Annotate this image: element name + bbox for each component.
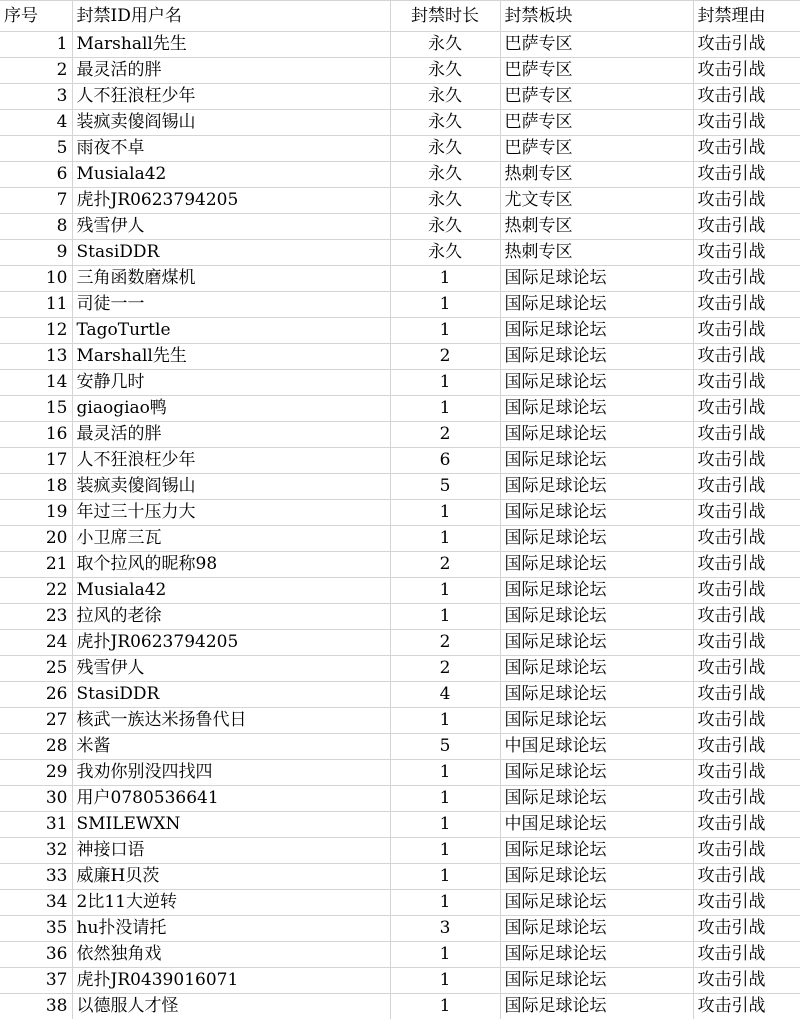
- column-header-board[interactable]: 封禁板块: [500, 1, 693, 32]
- cell-duration[interactable]: 2: [390, 344, 500, 370]
- table-row: [0, 396, 800, 422]
- cell-duration[interactable]: 永久: [390, 110, 500, 136]
- cell-board[interactable]: 国际足球论坛: [500, 344, 693, 370]
- cell-board[interactable]: 国际足球论坛: [500, 396, 693, 422]
- cell-user[interactable]: StasiDDR: [72, 682, 390, 708]
- cell-reason[interactable]: 攻击引战: [693, 32, 800, 58]
- cell-board[interactable]: 国际足球论坛: [500, 630, 693, 656]
- table-row: [0, 838, 800, 864]
- cell-duration[interactable]: 2: [390, 552, 500, 578]
- cell-duration[interactable]: 1: [390, 292, 500, 318]
- table-row: [0, 682, 800, 708]
- cell-user[interactable]: 雨夜不卓: [72, 136, 390, 162]
- cell-duration[interactable]: 1: [390, 890, 500, 916]
- cell-user[interactable]: 安静几时: [72, 370, 390, 396]
- cell-no[interactable]: 36: [0, 942, 72, 968]
- cell-duration[interactable]: 1: [390, 266, 500, 292]
- cell-duration[interactable]: 永久: [390, 136, 500, 162]
- cell-no[interactable]: 25: [0, 656, 72, 682]
- cell-reason[interactable]: 攻击引战: [693, 500, 800, 526]
- cell-user[interactable]: Musiala42: [72, 162, 390, 188]
- cell-user[interactable]: Marshall先生: [72, 344, 390, 370]
- cell-user[interactable]: 虎扑JR0623794205: [72, 188, 390, 214]
- cell-board[interactable]: 国际足球论坛: [500, 760, 693, 786]
- cell-duration[interactable]: 永久: [390, 32, 500, 58]
- cell-reason[interactable]: 攻击引战: [693, 656, 800, 682]
- cell-board[interactable]: 国际足球论坛: [500, 552, 693, 578]
- cell-board[interactable]: 巴萨专区: [500, 136, 693, 162]
- cell-board[interactable]: 热刺专区: [500, 162, 693, 188]
- cell-board[interactable]: 巴萨专区: [500, 32, 693, 58]
- cell-no[interactable]: 6: [0, 162, 72, 188]
- table-row: [0, 786, 800, 812]
- cell-user[interactable]: 残雪伊人: [72, 656, 390, 682]
- cell-reason[interactable]: 攻击引战: [693, 396, 800, 422]
- cell-reason[interactable]: 攻击引战: [693, 812, 800, 838]
- table-row: [0, 734, 800, 760]
- cell-board[interactable]: 国际足球论坛: [500, 786, 693, 812]
- table-row: [0, 526, 800, 552]
- table-row: [0, 84, 800, 110]
- cell-duration[interactable]: 1: [390, 942, 500, 968]
- cell-no[interactable]: 32: [0, 838, 72, 864]
- cell-reason[interactable]: 攻击引战: [693, 630, 800, 656]
- cell-reason[interactable]: 攻击引战: [693, 682, 800, 708]
- cell-reason[interactable]: 攻击引战: [693, 292, 800, 318]
- column-header-reason[interactable]: 封禁理由: [693, 1, 800, 32]
- cell-board[interactable]: 尤文专区: [500, 188, 693, 214]
- cell-duration[interactable]: 1: [390, 708, 500, 734]
- cell-duration[interactable]: 1: [390, 786, 500, 812]
- table-row: [0, 578, 800, 604]
- cell-reason[interactable]: 攻击引战: [693, 838, 800, 864]
- cell-reason[interactable]: 攻击引战: [693, 422, 800, 448]
- cell-duration[interactable]: 1: [390, 396, 500, 422]
- cell-board[interactable]: 国际足球论坛: [500, 474, 693, 500]
- cell-reason[interactable]: 攻击引战: [693, 188, 800, 214]
- cell-reason[interactable]: 攻击引战: [693, 708, 800, 734]
- table-row: [0, 110, 800, 136]
- cell-no[interactable]: 23: [0, 604, 72, 630]
- cell-reason[interactable]: 攻击引战: [693, 864, 800, 890]
- table-row: [0, 214, 800, 240]
- cell-duration[interactable]: 6: [390, 448, 500, 474]
- cell-no[interactable]: 1: [0, 32, 72, 58]
- cell-user[interactable]: 虎扑JR0439016071: [72, 968, 390, 994]
- cell-duration[interactable]: 2: [390, 656, 500, 682]
- table-body: [0, 32, 800, 1020]
- table-row: [0, 916, 800, 942]
- cell-no[interactable]: 7: [0, 188, 72, 214]
- header-row: [0, 1, 800, 32]
- cell-board[interactable]: 国际足球论坛: [500, 890, 693, 916]
- cell-board[interactable]: 国际足球论坛: [500, 526, 693, 552]
- cell-duration[interactable]: 1: [390, 578, 500, 604]
- cell-duration[interactable]: 1: [390, 838, 500, 864]
- cell-board[interactable]: 中国足球论坛: [500, 734, 693, 760]
- cell-no[interactable]: 15: [0, 396, 72, 422]
- table-row: [0, 370, 800, 396]
- cell-user[interactable]: TagoTurtle: [72, 318, 390, 344]
- cell-board[interactable]: 国际足球论坛: [500, 916, 693, 942]
- cell-duration[interactable]: 5: [390, 734, 500, 760]
- cell-reason[interactable]: 攻击引战: [693, 266, 800, 292]
- column-header-duration[interactable]: 封禁时长: [390, 1, 500, 32]
- cell-no[interactable]: 13: [0, 344, 72, 370]
- cell-user[interactable]: 司徒一一: [72, 292, 390, 318]
- cell-duration[interactable]: 永久: [390, 214, 500, 240]
- cell-duration[interactable]: 永久: [390, 162, 500, 188]
- cell-user[interactable]: 人不狂浪枉少年: [72, 448, 390, 474]
- cell-no[interactable]: 31: [0, 812, 72, 838]
- cell-reason[interactable]: 攻击引战: [693, 968, 800, 994]
- cell-no[interactable]: 16: [0, 422, 72, 448]
- cell-reason[interactable]: 攻击引战: [693, 552, 800, 578]
- cell-no[interactable]: 8: [0, 214, 72, 240]
- cell-reason[interactable]: 攻击引战: [693, 84, 800, 110]
- table-row: [0, 422, 800, 448]
- table-row: [0, 240, 800, 266]
- column-header-user[interactable]: 封禁ID用户名: [72, 1, 390, 32]
- cell-duration[interactable]: 1: [390, 318, 500, 344]
- cell-board[interactable]: 巴萨专区: [500, 110, 693, 136]
- cell-reason[interactable]: 攻击引战: [693, 474, 800, 500]
- cell-board[interactable]: 国际足球论坛: [500, 682, 693, 708]
- cell-reason[interactable]: 攻击引战: [693, 162, 800, 188]
- table-row: [0, 968, 800, 994]
- cell-board[interactable]: 国际足球论坛: [500, 292, 693, 318]
- cell-user[interactable]: 虎扑JR0623794205: [72, 630, 390, 656]
- cell-user[interactable]: 米酱: [72, 734, 390, 760]
- cell-duration[interactable]: 1: [390, 370, 500, 396]
- cell-reason[interactable]: 攻击引战: [693, 890, 800, 916]
- cell-no[interactable]: 34: [0, 890, 72, 916]
- cell-reason[interactable]: 攻击引战: [693, 994, 800, 1020]
- cell-no[interactable]: 38: [0, 994, 72, 1020]
- table-row: [0, 136, 800, 162]
- cell-user[interactable]: 装疯卖傻阎锡山: [72, 110, 390, 136]
- cell-reason[interactable]: 攻击引战: [693, 578, 800, 604]
- cell-no[interactable]: 12: [0, 318, 72, 344]
- cell-user[interactable]: 人不狂浪枉少年: [72, 84, 390, 110]
- column-header-no[interactable]: 序号: [0, 1, 72, 32]
- cell-board[interactable]: 巴萨专区: [500, 58, 693, 84]
- cell-reason[interactable]: 攻击引战: [693, 214, 800, 240]
- cell-no[interactable]: 3: [0, 84, 72, 110]
- table-row: [0, 318, 800, 344]
- cell-reason[interactable]: 攻击引战: [693, 344, 800, 370]
- cell-duration[interactable]: 永久: [390, 84, 500, 110]
- cell-user[interactable]: 神接口语: [72, 838, 390, 864]
- cell-no[interactable]: 29: [0, 760, 72, 786]
- cell-duration[interactable]: 3: [390, 916, 500, 942]
- cell-no[interactable]: 20: [0, 526, 72, 552]
- cell-user[interactable]: Musiala42: [72, 578, 390, 604]
- cell-user[interactable]: SMILEWXN: [72, 812, 390, 838]
- cell-no[interactable]: 14: [0, 370, 72, 396]
- table-row: [0, 188, 800, 214]
- cell-duration[interactable]: 永久: [390, 188, 500, 214]
- cell-board[interactable]: 国际足球论坛: [500, 370, 693, 396]
- cell-duration[interactable]: 1: [390, 526, 500, 552]
- cell-no[interactable]: 28: [0, 734, 72, 760]
- table-row: [0, 266, 800, 292]
- cell-no[interactable]: 26: [0, 682, 72, 708]
- cell-duration[interactable]: 1: [390, 864, 500, 890]
- cell-no[interactable]: 22: [0, 578, 72, 604]
- cell-board[interactable]: 国际足球论坛: [500, 604, 693, 630]
- table-row: [0, 604, 800, 630]
- cell-reason[interactable]: 攻击引战: [693, 916, 800, 942]
- cell-board[interactable]: 国际足球论坛: [500, 318, 693, 344]
- cell-no[interactable]: 11: [0, 292, 72, 318]
- table-row: [0, 58, 800, 84]
- cell-board[interactable]: 国际足球论坛: [500, 942, 693, 968]
- cell-board[interactable]: 热刺专区: [500, 214, 693, 240]
- cell-duration[interactable]: 5: [390, 474, 500, 500]
- cell-user[interactable]: Marshall先生: [72, 32, 390, 58]
- cell-no[interactable]: 21: [0, 552, 72, 578]
- cell-no[interactable]: 10: [0, 266, 72, 292]
- cell-user[interactable]: 最灵活的胖: [72, 422, 390, 448]
- cell-user[interactable]: 我劝你别没四找四: [72, 760, 390, 786]
- table-row: [0, 630, 800, 656]
- cell-duration[interactable]: 1: [390, 994, 500, 1020]
- cell-board[interactable]: 国际足球论坛: [500, 422, 693, 448]
- table-row: [0, 552, 800, 578]
- cell-reason[interactable]: 攻击引战: [693, 448, 800, 474]
- table-row: [0, 760, 800, 786]
- table-row: [0, 656, 800, 682]
- table-row: [0, 864, 800, 890]
- cell-duration[interactable]: 1: [390, 604, 500, 630]
- cell-reason[interactable]: 攻击引战: [693, 786, 800, 812]
- cell-board[interactable]: 国际足球论坛: [500, 500, 693, 526]
- cell-user[interactable]: 三角函数磨煤机: [72, 266, 390, 292]
- cell-board[interactable]: 巴萨专区: [500, 84, 693, 110]
- cell-reason[interactable]: 攻击引战: [693, 136, 800, 162]
- table-row: [0, 708, 800, 734]
- cell-board[interactable]: 国际足球论坛: [500, 266, 693, 292]
- cell-board[interactable]: 国际足球论坛: [500, 708, 693, 734]
- cell-no[interactable]: 33: [0, 864, 72, 890]
- cell-reason[interactable]: 攻击引战: [693, 110, 800, 136]
- cell-user[interactable]: 依然独角戏: [72, 942, 390, 968]
- table-row: [0, 890, 800, 916]
- cell-no[interactable]: 35: [0, 916, 72, 942]
- table-row: [0, 812, 800, 838]
- cell-user[interactable]: hu扑没请托: [72, 916, 390, 942]
- cell-user[interactable]: 核武一族达米扬鲁代日: [72, 708, 390, 734]
- cell-duration[interactable]: 1: [390, 812, 500, 838]
- cell-reason[interactable]: 攻击引战: [693, 734, 800, 760]
- cell-user[interactable]: 装疯卖傻阎锡山: [72, 474, 390, 500]
- cell-no[interactable]: 4: [0, 110, 72, 136]
- cell-duration[interactable]: 永久: [390, 58, 500, 84]
- cell-board[interactable]: 国际足球论坛: [500, 994, 693, 1020]
- cell-board[interactable]: 国际足球论坛: [500, 448, 693, 474]
- cell-board[interactable]: 中国足球论坛: [500, 812, 693, 838]
- cell-reason[interactable]: 攻击引战: [693, 370, 800, 396]
- cell-reason[interactable]: 攻击引战: [693, 604, 800, 630]
- cell-user[interactable]: 拉风的老徐: [72, 604, 390, 630]
- cell-user[interactable]: 威廉H贝茨: [72, 864, 390, 890]
- cell-user[interactable]: 小卫席三瓦: [72, 526, 390, 552]
- cell-board[interactable]: 国际足球论坛: [500, 656, 693, 682]
- cell-no[interactable]: 9: [0, 240, 72, 266]
- cell-duration[interactable]: 2: [390, 630, 500, 656]
- cell-user[interactable]: 以德服人才怪: [72, 994, 390, 1020]
- table-row: [0, 344, 800, 370]
- cell-user[interactable]: StasiDDR: [72, 240, 390, 266]
- cell-user[interactable]: 取个拉风的昵称98: [72, 552, 390, 578]
- cell-user[interactable]: 年过三十压力大: [72, 500, 390, 526]
- cell-reason[interactable]: 攻击引战: [693, 942, 800, 968]
- cell-duration[interactable]: 2: [390, 422, 500, 448]
- cell-user[interactable]: giaogiao鸭: [72, 396, 390, 422]
- cell-board[interactable]: 热刺专区: [500, 240, 693, 266]
- cell-duration[interactable]: 1: [390, 760, 500, 786]
- table-row: [0, 500, 800, 526]
- cell-no[interactable]: 24: [0, 630, 72, 656]
- cell-no[interactable]: 18: [0, 474, 72, 500]
- cell-duration[interactable]: 1: [390, 500, 500, 526]
- cell-duration[interactable]: 永久: [390, 240, 500, 266]
- cell-no[interactable]: 5: [0, 136, 72, 162]
- cell-user[interactable]: 残雪伊人: [72, 214, 390, 240]
- table-row: [0, 162, 800, 188]
- cell-user[interactable]: 最灵活的胖: [72, 58, 390, 84]
- cell-reason[interactable]: 攻击引战: [693, 58, 800, 84]
- cell-no[interactable]: 19: [0, 500, 72, 526]
- table-row: [0, 448, 800, 474]
- cell-duration[interactable]: 4: [390, 682, 500, 708]
- table-row: [0, 292, 800, 318]
- cell-no[interactable]: 17: [0, 448, 72, 474]
- cell-no[interactable]: 2: [0, 58, 72, 84]
- cell-no[interactable]: 30: [0, 786, 72, 812]
- cell-reason[interactable]: 攻击引战: [693, 240, 800, 266]
- table-row: [0, 32, 800, 58]
- cell-reason[interactable]: 攻击引战: [693, 760, 800, 786]
- cell-user[interactable]: 用户0780536641: [72, 786, 390, 812]
- table-row: [0, 994, 800, 1020]
- table-row: [0, 942, 800, 968]
- cell-board[interactable]: 国际足球论坛: [500, 578, 693, 604]
- cell-no[interactable]: 37: [0, 968, 72, 994]
- cell-reason[interactable]: 攻击引战: [693, 526, 800, 552]
- cell-user[interactable]: 2比11大逆转: [72, 890, 390, 916]
- cell-board[interactable]: 国际足球论坛: [500, 968, 693, 994]
- cell-board[interactable]: 国际足球论坛: [500, 838, 693, 864]
- cell-duration[interactable]: 1: [390, 968, 500, 994]
- cell-reason[interactable]: 攻击引战: [693, 318, 800, 344]
- table-row: [0, 474, 800, 500]
- cell-no[interactable]: 27: [0, 708, 72, 734]
- cell-board[interactable]: 国际足球论坛: [500, 864, 693, 890]
